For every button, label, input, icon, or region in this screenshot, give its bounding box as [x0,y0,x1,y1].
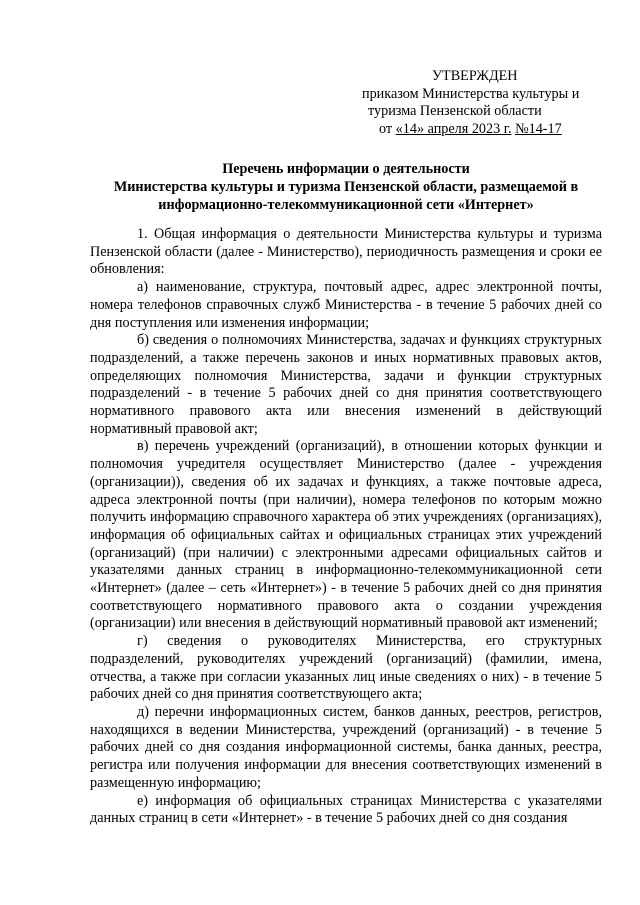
paragraph-item-d: д) перечни информационных систем, банков данных, реестров, регистров, находящихся в ведении Министерства, учреждений (организаций) - в течение 5 рабочих дней со дня создания информационной системы, банка данных, реестра, регистра или получения информации для внесения соответствующих изменений в размещенную информацию; [90,703,602,791]
paragraph-item-e: е) информация об официальных страницах Министерства с указателями данных страниц в сети «Интернет» - в течение 5 рабочих дней со дня создания [90,792,602,827]
approval-order-line: приказом Министерства культуры и [362,85,580,102]
paragraph-item-a: а) наименование, структура, почтовый адрес, адрес электронной почты, номера телефонов справочных служб Министерства - в течение 5 рабочих дней со дня поступления или изменения информации; [90,279,602,331]
approval-ministry-line: туризма Пензенской области [368,103,542,120]
approval-order-number: №14-17 [515,120,562,137]
approval-block [340,68,596,138]
paragraph-item-g: г) сведения о руководителях Министерства, его структурных подразделений, руководителях учреждений (организаций) (фамилии, имена, отчества, а также при согласии указанных лиц иные сведениях о них) - в течение 5 рабочих дней со дня принятия соответствующего акта; [90,633,602,703]
document-title [90,161,602,214]
approval-date: «14» апреля 2023 г. [395,120,512,137]
approval-date-prefix: от [379,120,396,137]
paragraph-item-v: в) перечень учреждений (организаций), в отношении которых функции и полномочия учредителя осуществляет Министерство (далее - учреждения (организации)), сведения об их задачах и функциях, а также почтовые адреса, адреса электронной почты (при наличии), номера телефонов по которым можно получить информацию справочного характера об этих учреждениях (организациях), информация об официальных сайтах и официальных страницах этих учреждений (организаций) (при наличии) с электронными адресами официальных сайтов и указателями данных страниц в информационно-телекоммуникационной сети «Интернет» (далее – сеть «Интернет») - в течение 5 рабочих дней со дня принятия соответствующего нормативного правового акта о создании учреждения (организации) или внесения в действующий нормативный правовой акт изменений; [90,438,602,632]
paragraph-item-b: б) сведения о полномочиях Министерства, задачах и функциях структурных подразделений, а также перечень законов и иных нормативных правовых актов, определяющих полномочия Министерства, задачи и функции структурных подразделений - в течение 5 рабочих дней со дня принятия соответствующего нормативного правового акта или внесения изменений в действующий нормативный правовой акт; [90,332,602,437]
document-body [90,226,602,828]
paragraph-section-1: 1. Общая информация о деятельности Министерства культуры и туризма Пензенской области (далее - Министерство), периодичность размещения и сроки ее обновления: [90,226,602,278]
approval-heading: УТВЕРЖДЕН [432,68,518,84]
approval-date-line [340,121,596,139]
title-line-1: Перечень информации о деятельности [222,161,470,177]
title-line-2: Министерства культуры и туризма Пензенской области, размещаемой в [113,178,579,195]
title-line-3: информационно-телекоммуникационной сети «Интернет» [158,196,534,213]
